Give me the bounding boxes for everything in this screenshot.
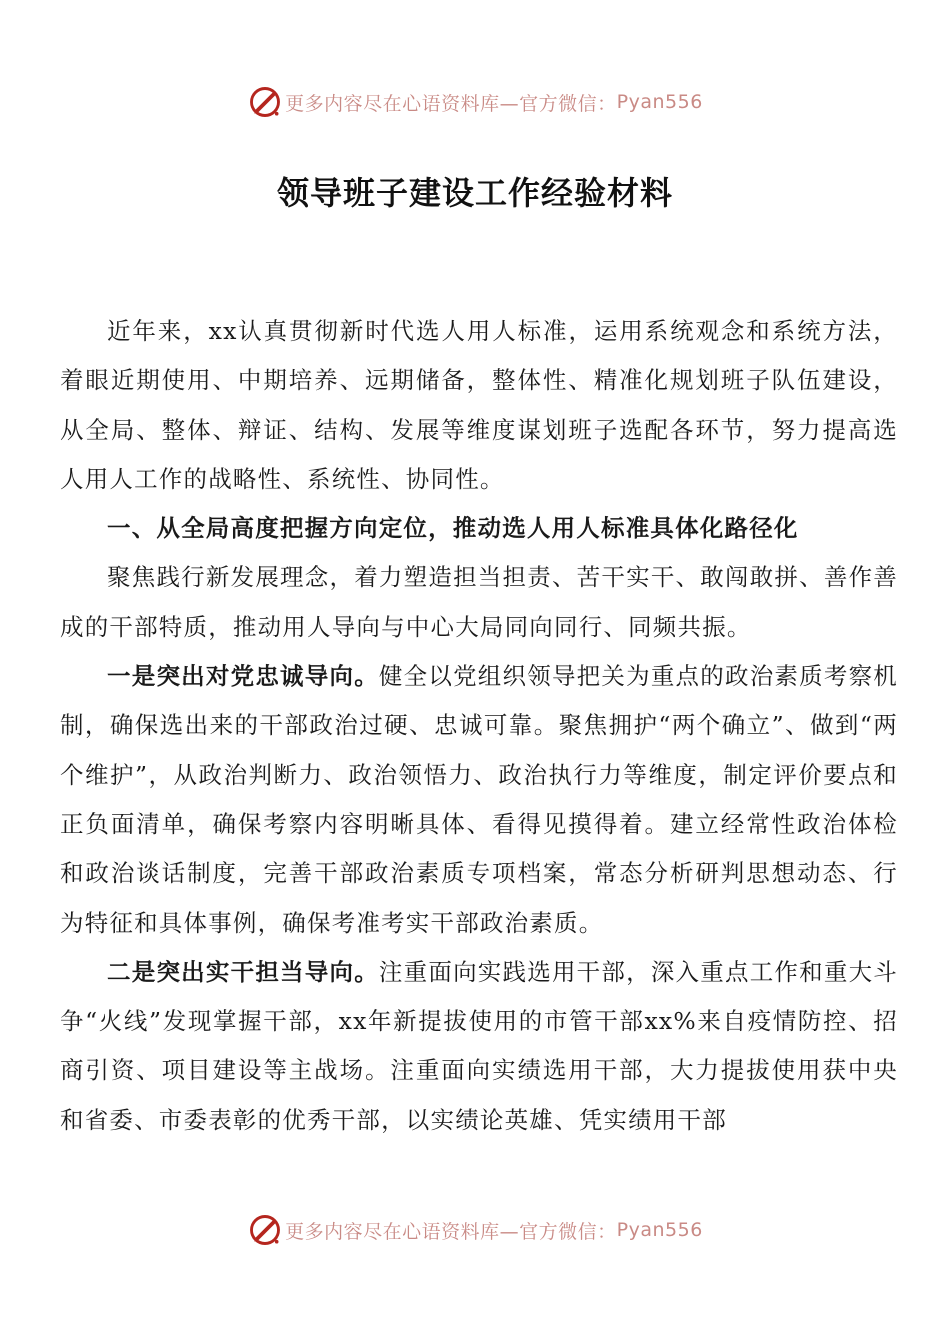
- intro-paragraph: 近年来，xx认真贯彻新时代选人用人标准，运用系统观念和系统方法，着眼近期使用、中期培养、远期储备，整体性、精准化规划班子队伍建设，从全局、整体、辩证、结构、发展等维度谋划班子选配各环节，努力提高选人用人工作的战略性、系统性、协同性。: [60, 317, 898, 493]
- pen-circle-logo-icon: [247, 1212, 283, 1248]
- watermark-handle: Pyan556: [616, 91, 703, 113]
- point-one-lead: 一是突出对党忠诚导向。: [107, 662, 379, 691]
- watermark-text: 更多内容尽在心语资料库—官方微信：: [285, 1220, 617, 1243]
- header-watermark: [0, 82, 950, 122]
- pen-circle-logo-icon: [247, 84, 283, 120]
- section-heading: 一、从全局高度把握方向定位，推动选人用人标准具体化路径化: [107, 514, 799, 543]
- point-one-text: 健全以党组织领导把关为重点的政治素质考察机制，确保选出来的干部政治过硬、忠诚可靠。聚焦拥护“两个确立”、做到“两个维护”，从政治判断力、政治领悟力、政治执行力等维度，制定评价要点和正负面清单，确保考察内容明晰具体、看得见摸得着。建立经常性政治体检和政治谈话制度，完善干部政治素质专项档案，常态分析研判思想动态、行为特征和具体事例，确保考准考实干部政治素质。: [60, 662, 899, 937]
- document-title: 领导班子建设工作经验材料: [276, 174, 673, 212]
- point-one-paragraph: [60, 652, 898, 948]
- point-two-text: 注重面向实践选用干部，深入重点工作和重大斗争“火线”发现掌握干部，xx年新提拔使用的市管干部xx%来自疫情防控、招商引资、项目建设等主战场。注重面向实绩选用干部，大力提拔使用获中央和省委、市委表彰的优秀干部，以实绩论英雄、凭实绩用干部: [60, 957, 899, 1134]
- point-two-lead: 二是突出实干担当导向。: [107, 957, 379, 986]
- point-two-paragraph: [60, 948, 898, 1145]
- section-intro-paragraph: 聚焦践行新发展理念，着力塑造担当担责、苦干实干、敢闯敢拼、善作善成的干部特质，推动用人导向与中心大局同向同行、同频共振。: [60, 563, 898, 641]
- watermark-handle: Pyan556: [616, 1219, 703, 1241]
- footer-watermark: [0, 1210, 950, 1250]
- watermark-text: 更多内容尽在心语资料库—官方微信：: [285, 92, 617, 115]
- document-body: [60, 307, 898, 1145]
